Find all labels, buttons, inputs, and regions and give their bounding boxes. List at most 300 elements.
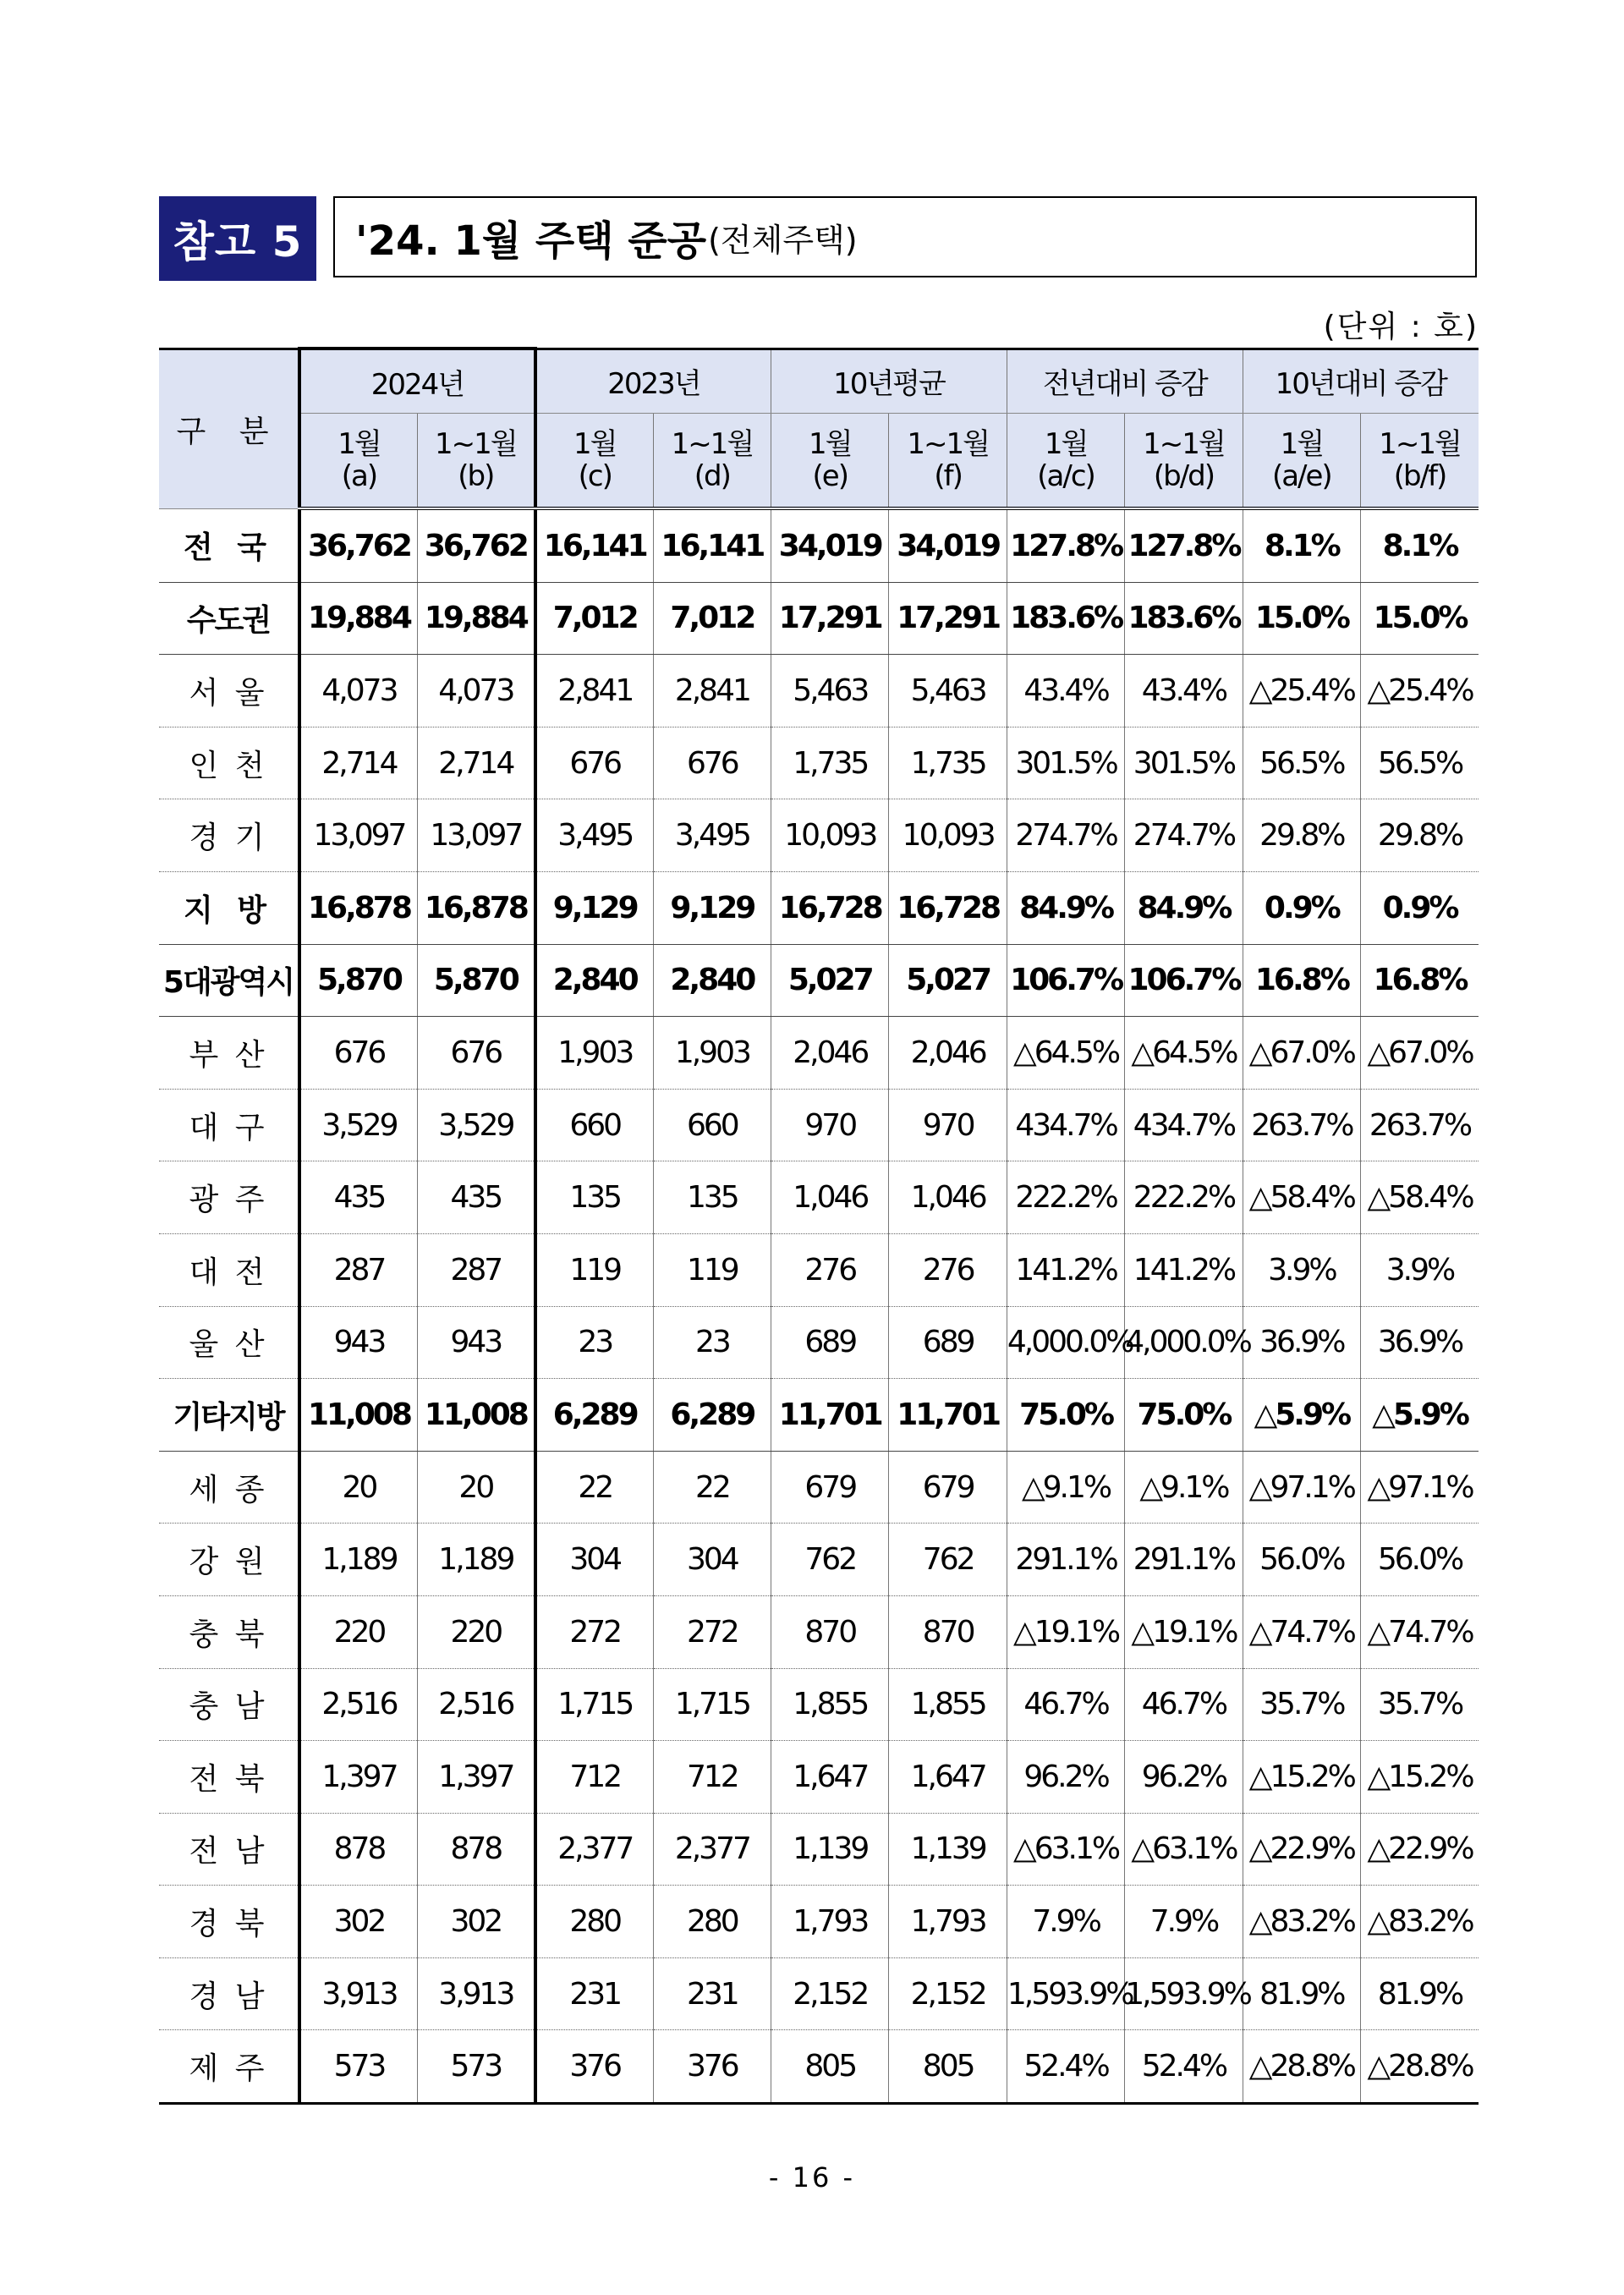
- value-cell: 2,046: [889, 1017, 1007, 1090]
- value-cell: 5,027: [771, 944, 889, 1017]
- value-cell: 943: [299, 1306, 417, 1379]
- value-cell: 1,593.9%: [1125, 1957, 1243, 2030]
- value-cell: 762: [771, 1524, 889, 1596]
- value-cell: 660: [535, 1089, 653, 1161]
- value-cell: △63.1%: [1007, 1813, 1124, 1886]
- value-cell: 676: [417, 1017, 535, 1090]
- value-cell: 7,012: [535, 582, 653, 655]
- page-number: - 16 -: [768, 2161, 856, 2193]
- value-cell: 1,139: [889, 1813, 1007, 1886]
- value-cell: 119: [653, 1233, 771, 1306]
- region-name: 강 원: [159, 1524, 299, 1596]
- region-name: 지 방: [159, 871, 299, 944]
- value-cell: 56.0%: [1243, 1524, 1360, 1596]
- value-cell: 9,129: [653, 871, 771, 944]
- value-cell: 1,397: [417, 1741, 535, 1814]
- value-cell: 301.5%: [1007, 727, 1124, 799]
- value-cell: 878: [417, 1813, 535, 1886]
- value-cell: 10,093: [771, 799, 889, 872]
- value-cell: 17,291: [889, 582, 1007, 655]
- value-cell: 16,728: [889, 871, 1007, 944]
- value-cell: 56.0%: [1361, 1524, 1479, 1596]
- subheader-period: 1~1월: [435, 427, 517, 461]
- region-name: 전 북: [159, 1741, 299, 1814]
- subheader-row: [159, 414, 1479, 509]
- value-cell: △25.4%: [1361, 655, 1479, 727]
- value-cell: 81.9%: [1361, 1957, 1479, 2030]
- value-cell: 4,000.0%: [1007, 1306, 1124, 1379]
- value-cell: 1,715: [653, 1668, 771, 1741]
- subheader-cell: [1125, 414, 1243, 509]
- value-cell: 3.9%: [1361, 1233, 1479, 1306]
- table-row: [159, 1741, 1479, 1814]
- value-cell: 0.9%: [1243, 871, 1360, 944]
- subheader-code: (a/e): [1271, 459, 1331, 493]
- value-cell: 304: [653, 1524, 771, 1596]
- region-name: 5대광역시: [159, 944, 299, 1017]
- value-cell: 376: [535, 2030, 653, 2104]
- subheader-cell: [535, 414, 653, 509]
- title-row: [159, 196, 1479, 281]
- value-cell: 2,516: [299, 1668, 417, 1741]
- table-row: [159, 1017, 1479, 1090]
- value-cell: 13,097: [299, 799, 417, 872]
- value-cell: 127.8%: [1007, 508, 1124, 582]
- value-cell: 141.2%: [1125, 1233, 1243, 1306]
- value-cell: 222.2%: [1125, 1161, 1243, 1234]
- group-header: 10년평균: [771, 349, 1007, 414]
- value-cell: 222.2%: [1007, 1161, 1124, 1234]
- value-cell: △74.7%: [1243, 1595, 1360, 1668]
- value-cell: △58.4%: [1243, 1161, 1360, 1234]
- completion-table: [159, 347, 1479, 2105]
- value-cell: △9.1%: [1125, 1451, 1243, 1524]
- value-cell: 20: [417, 1451, 535, 1524]
- title-box: [333, 196, 1477, 277]
- value-cell: △28.8%: [1243, 2030, 1360, 2104]
- value-cell: 23: [653, 1306, 771, 1379]
- value-cell: 8.1%: [1243, 508, 1360, 582]
- value-cell: 22: [653, 1451, 771, 1524]
- value-cell: 1,593.9%: [1007, 1957, 1124, 2030]
- unit-label: (단위 : 호): [1323, 310, 1479, 344]
- subheader-period: 1월: [809, 427, 852, 461]
- value-cell: 1,855: [889, 1668, 1007, 1741]
- value-cell: 127.8%: [1125, 508, 1243, 582]
- region-name: 수도권: [159, 582, 299, 655]
- value-cell: △67.0%: [1243, 1017, 1360, 1090]
- value-cell: 15.0%: [1361, 582, 1479, 655]
- value-cell: △19.1%: [1125, 1595, 1243, 1668]
- value-cell: 29.8%: [1243, 799, 1360, 872]
- value-cell: 280: [653, 1886, 771, 1958]
- table-row: [159, 1524, 1479, 1596]
- value-cell: 4,073: [417, 655, 535, 727]
- table-row: [159, 508, 1479, 582]
- value-cell: 1,855: [771, 1668, 889, 1741]
- page-subtitle: (전체주택): [708, 221, 858, 259]
- value-cell: 6,289: [653, 1379, 771, 1452]
- value-cell: 23: [535, 1306, 653, 1379]
- value-cell: 434.7%: [1007, 1089, 1124, 1161]
- value-cell: 970: [771, 1089, 889, 1161]
- value-cell: 16,878: [299, 871, 417, 944]
- value-cell: 376: [653, 2030, 771, 2104]
- value-cell: 2,714: [417, 727, 535, 799]
- value-cell: 8.1%: [1361, 508, 1479, 582]
- value-cell: 52.4%: [1125, 2030, 1243, 2104]
- region-name: 인 천: [159, 727, 299, 799]
- value-cell: 16,141: [653, 508, 771, 582]
- value-cell: △97.1%: [1361, 1451, 1479, 1524]
- value-cell: 2,841: [535, 655, 653, 727]
- value-cell: 1,735: [771, 727, 889, 799]
- value-cell: 4,073: [299, 655, 417, 727]
- value-cell: 5,463: [889, 655, 1007, 727]
- value-cell: 1,903: [653, 1017, 771, 1090]
- value-cell: 1,189: [299, 1524, 417, 1596]
- subheader-cell: [653, 414, 771, 509]
- value-cell: 3.9%: [1243, 1233, 1360, 1306]
- value-cell: 1,793: [771, 1886, 889, 1958]
- value-cell: 220: [417, 1595, 535, 1668]
- table-row: [159, 727, 1479, 799]
- value-cell: △74.7%: [1361, 1595, 1479, 1668]
- value-cell: 135: [535, 1161, 653, 1234]
- value-cell: 231: [653, 1957, 771, 2030]
- subheader-code: (c): [578, 459, 612, 493]
- value-cell: △83.2%: [1243, 1886, 1360, 1958]
- value-cell: 10,093: [889, 799, 1007, 872]
- value-cell: △58.4%: [1361, 1161, 1479, 1234]
- table-row: [159, 655, 1479, 727]
- header-group-row: [159, 349, 1479, 414]
- table-row: [159, 1957, 1479, 2030]
- value-cell: 434.7%: [1125, 1089, 1243, 1161]
- value-cell: 287: [299, 1233, 417, 1306]
- value-cell: 291.1%: [1007, 1524, 1124, 1596]
- value-cell: 970: [889, 1089, 1007, 1161]
- subheader-period: 1월: [1044, 427, 1088, 461]
- value-cell: 689: [771, 1306, 889, 1379]
- value-cell: 573: [299, 2030, 417, 2104]
- subheader-code: (b/d): [1153, 459, 1215, 493]
- value-cell: 43.4%: [1007, 655, 1124, 727]
- value-cell: 46.7%: [1007, 1668, 1124, 1741]
- value-cell: 75.0%: [1125, 1379, 1243, 1452]
- value-cell: 1,139: [771, 1813, 889, 1886]
- reference-tag: 참고 5: [159, 196, 316, 281]
- value-cell: △22.9%: [1361, 1813, 1479, 1886]
- value-cell: 11,008: [417, 1379, 535, 1452]
- value-cell: 15.0%: [1243, 582, 1360, 655]
- subheader-period: 1~1월: [671, 427, 754, 461]
- value-cell: 5,870: [299, 944, 417, 1017]
- region-name: 경 남: [159, 1957, 299, 2030]
- value-cell: △5.9%: [1243, 1379, 1360, 1452]
- value-cell: 2,046: [771, 1017, 889, 1090]
- value-cell: 96.2%: [1125, 1741, 1243, 1814]
- subheader-code: (a/c): [1037, 459, 1095, 493]
- region-name: 울 산: [159, 1306, 299, 1379]
- value-cell: 304: [535, 1524, 653, 1596]
- subheader-cell: [299, 414, 417, 509]
- table-row: [159, 1306, 1479, 1379]
- value-cell: 712: [535, 1741, 653, 1814]
- value-cell: △63.1%: [1125, 1813, 1243, 1886]
- value-cell: 35.7%: [1243, 1668, 1360, 1741]
- value-cell: 36,762: [417, 508, 535, 582]
- value-cell: △64.5%: [1007, 1017, 1124, 1090]
- value-cell: △5.9%: [1361, 1379, 1479, 1452]
- value-cell: △9.1%: [1007, 1451, 1124, 1524]
- value-cell: 106.7%: [1125, 944, 1243, 1017]
- value-cell: △97.1%: [1243, 1451, 1360, 1524]
- table-row: [159, 1813, 1479, 1886]
- value-cell: 878: [299, 1813, 417, 1886]
- value-cell: 679: [771, 1451, 889, 1524]
- value-cell: 36.9%: [1243, 1306, 1360, 1379]
- value-cell: 2,841: [653, 655, 771, 727]
- value-cell: 16.8%: [1361, 944, 1479, 1017]
- value-cell: 6,289: [535, 1379, 653, 1452]
- value-cell: 183.6%: [1007, 582, 1124, 655]
- value-cell: 762: [889, 1524, 1007, 1596]
- value-cell: 2,377: [653, 1813, 771, 1886]
- value-cell: 1,189: [417, 1524, 535, 1596]
- value-cell: 17,291: [771, 582, 889, 655]
- value-cell: 36.9%: [1361, 1306, 1479, 1379]
- value-cell: 75.0%: [1007, 1379, 1124, 1452]
- value-cell: 106.7%: [1007, 944, 1124, 1017]
- value-cell: 2,840: [535, 944, 653, 1017]
- subheader-cell: [1007, 414, 1124, 509]
- table-row: [159, 582, 1479, 655]
- value-cell: 301.5%: [1125, 727, 1243, 799]
- value-cell: 870: [889, 1595, 1007, 1668]
- subheader-period: 1~1월: [1143, 427, 1225, 461]
- region-name: 전 국: [159, 508, 299, 582]
- group-header: 2024년: [299, 349, 535, 414]
- value-cell: 3,913: [299, 1957, 417, 2030]
- table-row: [159, 799, 1479, 872]
- subheader-cell: [1361, 414, 1479, 509]
- value-cell: 7.9%: [1125, 1886, 1243, 1958]
- value-cell: 11,008: [299, 1379, 417, 1452]
- subheader-period: 1월: [337, 427, 381, 461]
- region-name: 전 남: [159, 1813, 299, 1886]
- table-row: [159, 871, 1479, 944]
- value-cell: 712: [653, 1741, 771, 1814]
- subheader-period: 1월: [1280, 427, 1324, 461]
- value-cell: 5,870: [417, 944, 535, 1017]
- value-cell: 84.9%: [1125, 871, 1243, 944]
- value-cell: 9,129: [535, 871, 653, 944]
- row-header-label: 구 분: [159, 349, 299, 508]
- value-cell: 805: [889, 2030, 1007, 2104]
- value-cell: 16,728: [771, 871, 889, 944]
- value-cell: 7.9%: [1007, 1886, 1124, 1958]
- value-cell: 11,701: [771, 1379, 889, 1452]
- region-name: 세 종: [159, 1451, 299, 1524]
- value-cell: △22.9%: [1243, 1813, 1360, 1886]
- value-cell: 29.8%: [1361, 799, 1479, 872]
- value-cell: 11,701: [889, 1379, 1007, 1452]
- value-cell: 19,884: [299, 582, 417, 655]
- region-name: 광 주: [159, 1161, 299, 1234]
- value-cell: △15.2%: [1361, 1741, 1479, 1814]
- value-cell: △67.0%: [1361, 1017, 1479, 1090]
- value-cell: 302: [299, 1886, 417, 1958]
- value-cell: 660: [653, 1089, 771, 1161]
- value-cell: 1,647: [889, 1741, 1007, 1814]
- subheader-code: (d): [694, 459, 730, 493]
- region-name: 대 전: [159, 1233, 299, 1306]
- subheader-cell: [1243, 414, 1360, 509]
- value-cell: △28.8%: [1361, 2030, 1479, 2104]
- subheader-cell: [889, 414, 1007, 509]
- value-cell: △19.1%: [1007, 1595, 1124, 1668]
- value-cell: 573: [417, 2030, 535, 2104]
- value-cell: 276: [889, 1233, 1007, 1306]
- value-cell: 2,152: [771, 1957, 889, 2030]
- value-cell: 5,027: [889, 944, 1007, 1017]
- subheader-code: (f): [934, 459, 962, 493]
- value-cell: 19,884: [417, 582, 535, 655]
- region-name: 경 북: [159, 1886, 299, 1958]
- value-cell: 81.9%: [1243, 1957, 1360, 2030]
- value-cell: 263.7%: [1361, 1089, 1479, 1161]
- value-cell: 119: [535, 1233, 653, 1306]
- table-row: [159, 1668, 1479, 1741]
- table-row: [159, 1886, 1479, 1958]
- table-row: [159, 1595, 1479, 1668]
- value-cell: 274.7%: [1007, 799, 1124, 872]
- table-body: [159, 508, 1479, 2104]
- value-cell: 36,762: [299, 508, 417, 582]
- value-cell: 13,097: [417, 799, 535, 872]
- value-cell: 183.6%: [1125, 582, 1243, 655]
- region-name: 기타지방: [159, 1379, 299, 1452]
- value-cell: 1,793: [889, 1886, 1007, 1958]
- value-cell: 2,377: [535, 1813, 653, 1886]
- group-header: 10년대비 증감: [1243, 349, 1479, 414]
- value-cell: 676: [535, 727, 653, 799]
- value-cell: 272: [535, 1595, 653, 1668]
- value-cell: 280: [535, 1886, 653, 1958]
- value-cell: 263.7%: [1243, 1089, 1360, 1161]
- value-cell: 96.2%: [1007, 1741, 1124, 1814]
- value-cell: 2,516: [417, 1668, 535, 1741]
- value-cell: 1,046: [889, 1161, 1007, 1234]
- value-cell: 943: [417, 1306, 535, 1379]
- value-cell: 1,046: [771, 1161, 889, 1234]
- value-cell: 135: [653, 1161, 771, 1234]
- subheader-code: (a): [341, 459, 377, 493]
- value-cell: 676: [653, 727, 771, 799]
- value-cell: 56.5%: [1243, 727, 1360, 799]
- value-cell: 1,715: [535, 1668, 653, 1741]
- subheader-period: 1~1월: [907, 427, 989, 461]
- value-cell: 16.8%: [1243, 944, 1360, 1017]
- value-cell: 4,000.0%: [1125, 1306, 1243, 1379]
- value-cell: 274.7%: [1125, 799, 1243, 872]
- value-cell: 231: [535, 1957, 653, 2030]
- value-cell: 0.9%: [1361, 871, 1479, 944]
- region-name: 제 주: [159, 2030, 299, 2104]
- value-cell: 287: [417, 1233, 535, 1306]
- value-cell: 272: [653, 1595, 771, 1668]
- value-cell: 679: [889, 1451, 1007, 1524]
- table-row: [159, 1161, 1479, 1234]
- region-name: 서 울: [159, 655, 299, 727]
- value-cell: 2,840: [653, 944, 771, 1017]
- region-name: 충 남: [159, 1668, 299, 1741]
- value-cell: 276: [771, 1233, 889, 1306]
- value-cell: 2,714: [299, 727, 417, 799]
- table-row: [159, 944, 1479, 1017]
- value-cell: 1,903: [535, 1017, 653, 1090]
- page-title: '24. 1월 주택 준공: [355, 217, 707, 265]
- value-cell: 56.5%: [1361, 727, 1479, 799]
- value-cell: 20: [299, 1451, 417, 1524]
- subheader-code: (b): [458, 459, 494, 493]
- subheader-code: (b/f): [1393, 459, 1446, 493]
- value-cell: 141.2%: [1007, 1233, 1124, 1306]
- value-cell: 84.9%: [1007, 871, 1124, 944]
- value-cell: △25.4%: [1243, 655, 1360, 727]
- value-cell: △15.2%: [1243, 1741, 1360, 1814]
- value-cell: 7,012: [653, 582, 771, 655]
- subheader-period: 1월: [573, 427, 617, 461]
- value-cell: 34,019: [771, 508, 889, 582]
- value-cell: 220: [299, 1595, 417, 1668]
- region-name: 충 북: [159, 1595, 299, 1668]
- value-cell: 16,141: [535, 508, 653, 582]
- value-cell: 3,529: [299, 1089, 417, 1161]
- value-cell: 3,913: [417, 1957, 535, 2030]
- value-cell: 43.4%: [1125, 655, 1243, 727]
- table-row: [159, 1089, 1479, 1161]
- value-cell: 1,397: [299, 1741, 417, 1814]
- value-cell: 689: [889, 1306, 1007, 1379]
- value-cell: 52.4%: [1007, 2030, 1124, 2104]
- group-header: 2023년: [535, 349, 771, 414]
- value-cell: 3,529: [417, 1089, 535, 1161]
- value-cell: 3,495: [535, 799, 653, 872]
- value-cell: 805: [771, 2030, 889, 2104]
- table-row: [159, 1233, 1479, 1306]
- subheader-period: 1~1월: [1379, 427, 1461, 461]
- value-cell: 46.7%: [1125, 1668, 1243, 1741]
- value-cell: 34,019: [889, 508, 1007, 582]
- value-cell: 1,647: [771, 1741, 889, 1814]
- value-cell: 35.7%: [1361, 1668, 1479, 1741]
- subheader-cell: [771, 414, 889, 509]
- subheader-code: (e): [812, 459, 848, 493]
- table-row: [159, 1451, 1479, 1524]
- value-cell: 302: [417, 1886, 535, 1958]
- region-name: 대 구: [159, 1089, 299, 1161]
- table-row: [159, 2030, 1479, 2104]
- value-cell: 435: [417, 1161, 535, 1234]
- value-cell: 22: [535, 1451, 653, 1524]
- value-cell: 870: [771, 1595, 889, 1668]
- table-row: [159, 1379, 1479, 1452]
- region-name: 부 산: [159, 1017, 299, 1090]
- subheader-cell: [417, 414, 535, 509]
- value-cell: △83.2%: [1361, 1886, 1479, 1958]
